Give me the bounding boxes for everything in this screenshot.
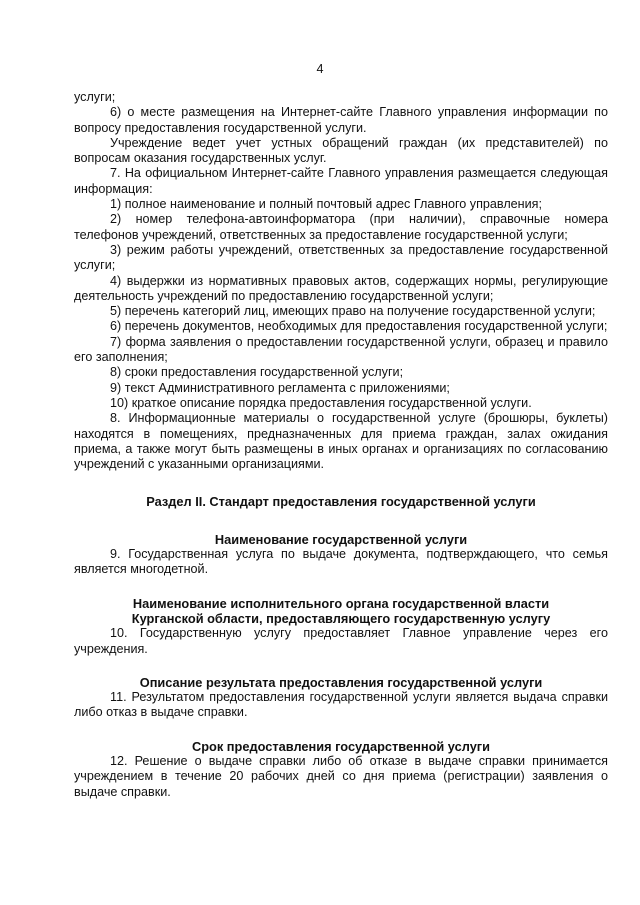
list-item: 10) краткое описание порядка предоставления государственной услуги.	[110, 395, 532, 410]
subsection-heading: Наименование государственной услуги	[214, 531, 468, 547]
list-item: 4) выдержки из нормативных правовых актов, содержащих нормы, регулирующие деятельность учреждений по предоставлению государственной услуги;	[74, 273, 608, 303]
section-heading: Раздел II. Стандарт предоставления государственной услуги	[146, 494, 536, 510]
list-item: 7) форма заявления о предоставлении государственной услуги, образец и правило его заполнения;	[74, 334, 608, 365]
list-item: 9) текст Административного регламента с приложениями;	[110, 380, 450, 395]
paragraph: 7. На официальном Интернет-сайте Главного управления размещается следующая информация:	[74, 166, 608, 196]
document-body	[74, 90, 608, 800]
subsection-heading: Наименование исполнительного органа государственной власти	[132, 595, 550, 611]
list-item: 3) режим работы учреждений, ответственных за предоставление государственной услуги;	[74, 242, 608, 273]
paragraph: 11. Результатом предоставления государственной услуги является выдача справки либо отказ в выдаче справки.	[74, 690, 608, 720]
subsection-heading: Курганской области, предоставляющего государственную услугу	[131, 610, 551, 626]
paragraph: Учреждение ведет учет устных обращений граждан (их представителей) по вопросам оказания государственных услуг.	[74, 135, 608, 166]
list-item: 8) сроки предоставления государственной услуги;	[110, 365, 404, 380]
paragraph: 10. Государственную услугу предоставляет Главное управление через его учреждения.	[74, 626, 608, 656]
list-item: 2) номер телефона-автоинформатора (при наличии), справочные номера телефонов учреждений, ответственных за предоставление государственной услуги;	[74, 212, 608, 242]
list-item: 5) перечень категорий лиц, имеющих право на получение государственной услуги;	[110, 304, 596, 319]
paragraph: 8. Информационные материалы о государственной услуге (брошюры, буклеты) находятся в помещениях, предназначенных для приема граждан, залах ожидания приема, а также могут быть размещены в иных органах и организациях по согласованию учреждений с указанными организациями.	[74, 411, 608, 472]
list-item: 6) перечень документов, необходимых для предоставления государственной услуги;	[110, 319, 608, 334]
paragraph: услуги;	[74, 90, 116, 104]
list-item: 1) полное наименование и полный почтовый адрес Главного управления;	[110, 197, 542, 212]
subsection-heading: Описание результата предоставления государственной услуги	[139, 674, 543, 690]
subsection-heading: Срок предоставления государственной услуги	[191, 738, 491, 754]
paragraph: 12. Решение о выдаче справки либо об отказе в выдаче справки принимается учреждением в течение 20 рабочих дней со дня приема (регистрации) заявления о выдаче справки.	[74, 753, 608, 799]
paragraph: 6) о месте размещения на Интернет-сайте Главного управления информации по вопросу предоставления государственной услуги.	[74, 105, 608, 135]
page-number: 4	[316, 62, 324, 76]
paragraph: 9. Государственная услуга по выдаче документа, подтверждающего, что семья является многодетной.	[74, 547, 608, 577]
